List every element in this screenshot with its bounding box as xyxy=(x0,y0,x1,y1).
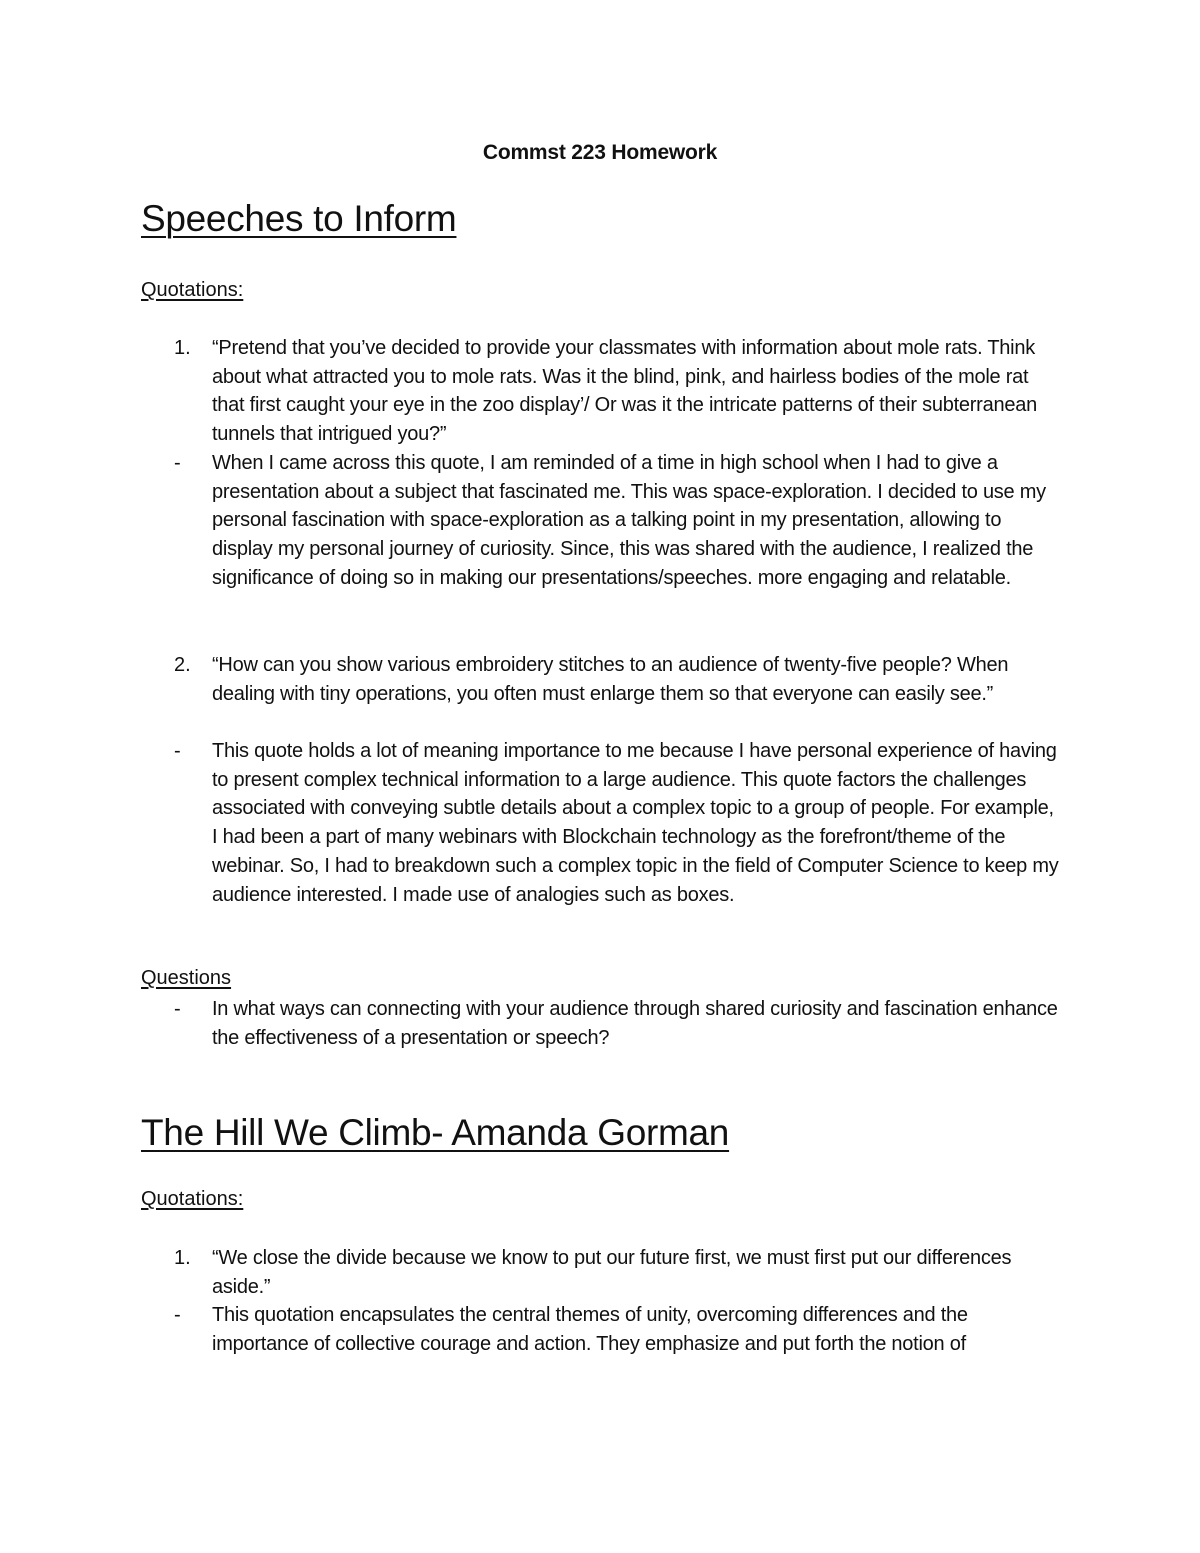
response-text: This quotation encapsulates the central themes of unity, overcoming differences and the importance of collective courage and action. They emphasize and put forth the notion of xyxy=(212,1304,968,1355)
response-text: When I came across this quote, I am reminded of a time in high school when I had to give a presentation about a subject that fascinated me. This was space-exploration. I decided to use my personal fascination with space-exploration as a talking point in my presentation, allowing to display my personal journey of curiosity. Since, this was shared with the audience, I realized the significance of doing so in making our presentations/speeches. more engaging and relatable. xyxy=(212,452,1046,589)
quotation-item xyxy=(141,651,1061,708)
quotations-label: Quotations: xyxy=(141,279,244,301)
bullet-dash: - xyxy=(174,740,181,762)
bullet-dash: - xyxy=(174,1304,181,1326)
document-title: Commst 223 Homework xyxy=(482,141,718,164)
bullet-dash: - xyxy=(174,998,181,1020)
bullet-dash: - xyxy=(174,452,181,474)
quotation-text: “Pretend that you’ve decided to provide your classmates with information about mole rats. Think about what attracted you to mole rats. Was it the blind, pink, and hairless bodies of the mole rat that first caught your eye in the zoo display’/ Or was it the intricate patterns of their subterranean tunnels that intrigued you?” xyxy=(212,337,1037,446)
response-item xyxy=(141,449,1061,593)
question-item xyxy=(141,995,1061,1052)
response-item xyxy=(141,1301,1061,1358)
quotation-text: “We close the divide because we know to put our future first, we must first put our differences aside.” xyxy=(212,1247,1012,1298)
quotations-label: Quotations: xyxy=(141,1188,244,1210)
list-number: 1. xyxy=(174,337,191,359)
question-text: In what ways can connecting with your audience through shared curiosity and fascination enhance the effectiveness of a presentation or speech? xyxy=(212,998,1058,1049)
response-text: This quote holds a lot of meaning importance to me because I have personal experience of having to present complex technical information to a large audience. This quote factors the challenges associated with conveying subtle details about a complex topic to a group of people. For example, I had been a part of many webinars with Blockchain technology as the forefront/theme of the webinar. So, I had to breakdown such a complex topic in the field of Computer Science to keep my audience interested. I made use of analogies such as boxes. xyxy=(212,740,1059,906)
quotation-item xyxy=(141,334,1061,449)
section-heading-the-hill-we-climb: The Hill We Climb- Amanda Gorman xyxy=(141,1112,730,1153)
quotation-text: “How can you show various embroidery stitches to an audience of twenty-five people? When dealing with tiny operations, you often must enlarge them so that everyone can easily see.” xyxy=(212,654,1009,705)
list-number: 2. xyxy=(174,654,191,676)
questions-label: Questions xyxy=(141,967,232,989)
section-heading-speeches-to-inform: Speeches to Inform xyxy=(141,198,457,239)
quotation-item xyxy=(141,1244,1061,1301)
list-number: 1. xyxy=(174,1247,191,1269)
response-item xyxy=(141,737,1061,909)
